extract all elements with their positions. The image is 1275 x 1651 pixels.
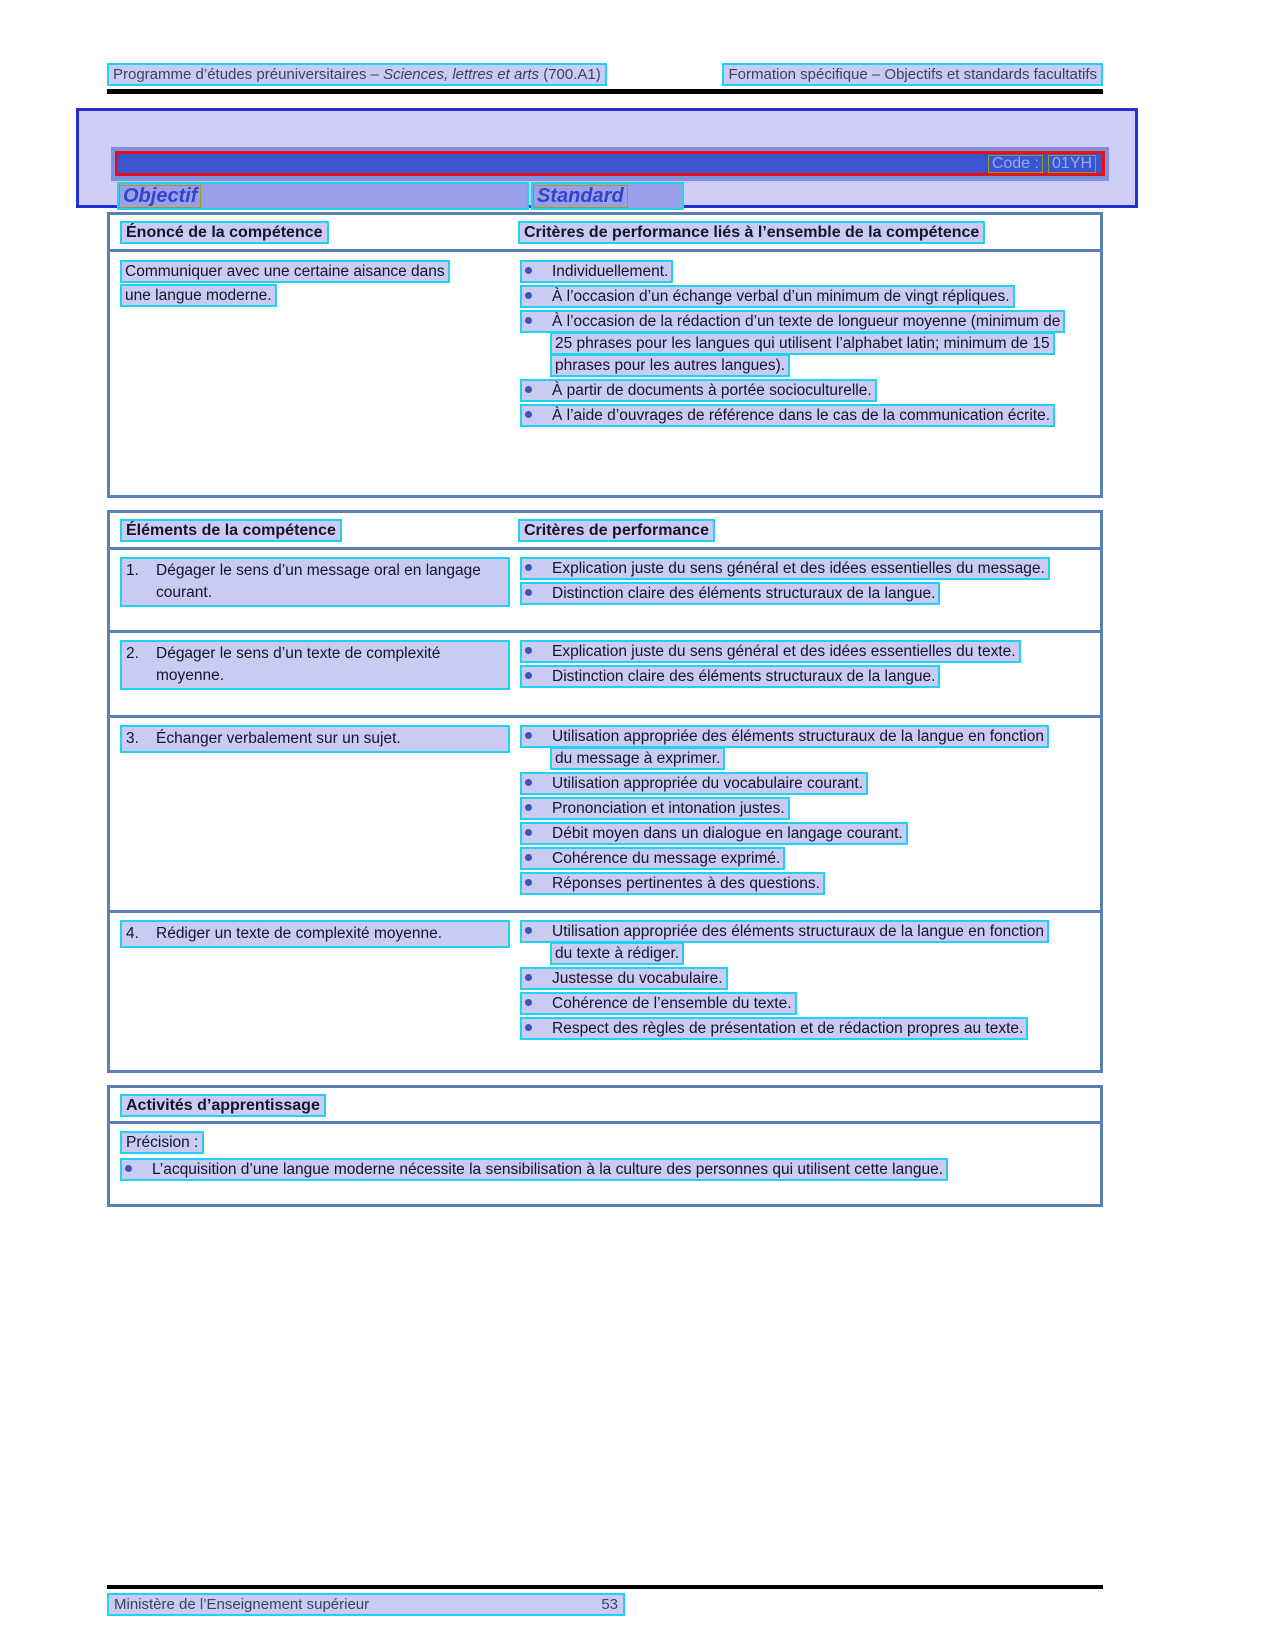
competency-header-right: Critères de performance liés à l’ensemble de la compétence <box>518 221 1092 244</box>
competency-statement: Communiquer avec une certaine aisance dans une langue moderne. <box>120 260 450 307</box>
activities-box <box>107 1085 1103 1207</box>
criterion-item: Explication juste du sens général et des idées essentielles du message. <box>520 558 1065 580</box>
criteria-cell <box>520 557 1065 630</box>
criteria-cell <box>520 640 1065 715</box>
criterion-item: Justesse du vocabulaire. <box>520 968 1065 990</box>
standard-label: Standard <box>533 185 628 208</box>
bullet-icon <box>525 804 532 811</box>
criterion-item: Réponses pertinentes à des questions. <box>520 873 1065 895</box>
activities-item: L’acquisition d’une langue moderne nécessite la sensibilisation à la culture des personnes qui utilisent cette langue. <box>120 1158 1092 1181</box>
criterion-item: Respect des règles de présentation et de rédaction propres au texte. <box>520 1018 1065 1040</box>
standard-band <box>531 182 684 210</box>
bullet-icon <box>525 292 532 299</box>
element-cell: 2. Dégager le sens d’un texte de complexité moyenne. <box>120 640 520 715</box>
competency-header-left: Énoncé de la compétence <box>120 221 518 244</box>
bullet-icon <box>525 564 532 571</box>
criterion-item: Prononciation et intonation justes. <box>520 798 1065 820</box>
page-header-left-suffix: (700.A1) <box>539 66 601 83</box>
criteria-cell <box>520 725 1065 910</box>
footer-page-number: 53 <box>601 1596 618 1613</box>
bullet-icon <box>525 589 532 596</box>
element-row <box>110 550 1100 633</box>
competency-table <box>107 212 1103 498</box>
bullet-icon <box>525 927 532 934</box>
bullet-icon <box>525 317 532 324</box>
element-cell: 3. Échanger verbalement sur un sujet. <box>120 725 520 910</box>
bullet-icon <box>525 1024 532 1031</box>
bullet-icon <box>525 411 532 418</box>
footer-rule <box>107 1585 1103 1589</box>
criterion-item: À l’occasion de la rédaction d’un texte de longueur moyenne (minimum de 25 phrases pour les langues qui utilisent l’alphabet latin; minimum de 15 phrases pour les autres langues). <box>520 311 1065 377</box>
criterion-item: Utilisation appropriée du vocabulaire courant. <box>520 773 1065 795</box>
element-row <box>110 913 1100 1043</box>
page-header-left-italic: Sciences, lettres et arts <box>383 66 540 83</box>
bullet-icon <box>525 672 532 679</box>
page-footer <box>107 1593 1103 1616</box>
criterion-item: Utilisation appropriée des éléments structuraux de la langue en fonction du message à exprimer. <box>520 726 1065 770</box>
element-cell: 4. Rédiger un texte de complexité moyenne. <box>120 920 520 1043</box>
bullet-icon <box>525 829 532 836</box>
activities-title-row <box>110 1088 1100 1124</box>
bullet-icon <box>525 267 532 274</box>
criteria-cell <box>520 920 1065 1043</box>
activities-precision: Précision : <box>120 1131 1092 1154</box>
bullet-icon <box>125 1165 132 1172</box>
page-header-left-prefix: Programme d’études préuniversitaires – <box>113 66 384 83</box>
code-bar <box>115 151 1105 176</box>
bullet-icon <box>525 732 532 739</box>
objectif-band <box>117 182 529 210</box>
footer-ministry: Ministère de l’Enseignement supérieur <box>114 1596 370 1613</box>
code-value: 01YH <box>1048 155 1096 173</box>
criterion-item: À l’occasion d’un échange verbal d’un minimum de vingt répliques. <box>520 286 1065 308</box>
criterion-item: Distinction claire des éléments structuraux de la langue. <box>520 666 1065 688</box>
element-row <box>110 633 1100 718</box>
criterion-item: À l’aide d’ouvrages de référence dans le cas de la communication écrite. <box>520 405 1065 427</box>
bullet-icon <box>525 386 532 393</box>
page-header <box>107 63 1103 86</box>
objectif-label: Objectif <box>119 185 201 208</box>
elements-table <box>107 510 1103 1073</box>
bullet-icon <box>525 647 532 654</box>
bullet-icon <box>525 974 532 981</box>
competency-table-header <box>110 215 1100 252</box>
elements-header-left: Éléments de la compétence <box>120 519 518 542</box>
competency-criteria-cell <box>520 260 1065 430</box>
criterion-item: À partir de documents à portée socioculturelle. <box>520 380 1065 402</box>
elements-header-right: Critères de performance <box>518 519 1092 542</box>
competency-table-body <box>110 252 1100 430</box>
criterion-item: Cohérence du message exprimé. <box>520 848 1065 870</box>
bullet-icon <box>525 999 532 1006</box>
criterion-item: Débit moyen dans un dialogue en langage courant. <box>520 823 1065 845</box>
footer-box <box>107 1593 625 1616</box>
bullet-icon <box>525 854 532 861</box>
objective-banner <box>76 108 1138 208</box>
bullet-icon <box>525 779 532 786</box>
element-cell: 1. Dégager le sens d’un message oral en langage courant. <box>120 557 520 630</box>
header-rule <box>107 89 1103 94</box>
criterion-item: Distinction claire des éléments structuraux de la langue. <box>520 583 1065 605</box>
criterion-item: Explication juste du sens général et des idées essentielles du texte. <box>520 641 1065 663</box>
page-header-right: Formation spécifique – Objectifs et standards facultatifs <box>722 63 1103 86</box>
criterion-item: Individuellement. <box>520 261 1065 283</box>
activities-title: Activités d’apprentissage <box>120 1094 326 1117</box>
element-row <box>110 718 1100 913</box>
code-bar-frame <box>111 147 1109 181</box>
page-header-left <box>107 63 607 86</box>
criterion-item: Cohérence de l’ensemble du texte. <box>520 993 1065 1015</box>
criterion-item: Utilisation appropriée des éléments structuraux de la langue en fonction du texte à rédiger. <box>520 921 1065 965</box>
elements-table-header <box>110 513 1100 550</box>
bullet-icon <box>525 879 532 886</box>
competency-statement-cell <box>120 260 520 430</box>
code-label: Code : <box>988 155 1043 173</box>
